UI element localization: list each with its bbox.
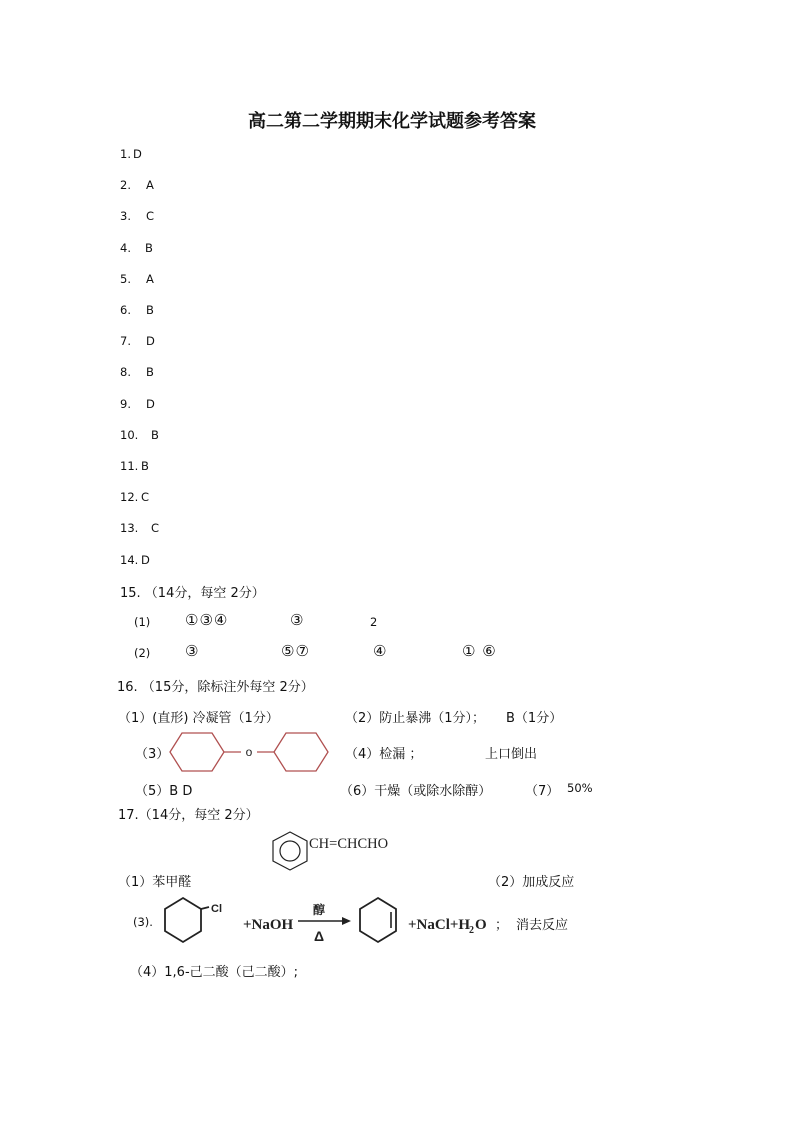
q17-line3: （4）1,6-己二酸（己二酸）; <box>130 965 299 980</box>
mc-question-number: 11. <box>120 459 139 473</box>
chlorine-label: Cl <box>211 903 222 915</box>
q15-row1-b: ③ <box>290 611 305 629</box>
naoh-reagent: +NaOH <box>243 917 294 933</box>
mc-question-number: 5. <box>120 272 131 286</box>
q16-line1-a: （1）(直形) 冷凝管（1分） <box>118 711 279 726</box>
mc-answer: A <box>146 178 154 192</box>
q16-line2-b: （4）检漏 ； <box>345 747 423 762</box>
q17-line2-label: (3). <box>133 915 153 929</box>
cyclohexane-ring-left <box>170 733 224 771</box>
q15-row2-c: ④ <box>373 642 388 660</box>
mc-answer: C <box>151 521 160 535</box>
condition-alcohol: 醇 <box>312 903 326 917</box>
mc-question-number: 6. <box>120 303 131 317</box>
mc-question-number: 10. <box>120 428 139 442</box>
q15-row2-b: ⑤⑦ <box>281 642 310 660</box>
q15-row1-a: ①③④ <box>185 611 229 629</box>
cinnamaldehyde-side-chain: CH=CHCHO <box>309 836 389 852</box>
byproducts: +NaCl+H <box>408 917 471 933</box>
dicyclohexyl-ether-structure <box>168 731 333 773</box>
mc-answer: B <box>145 241 153 255</box>
q17-line2-sep: ； <box>495 918 509 933</box>
mc-answer: D <box>146 397 155 411</box>
q16-line3-b: （6）干燥（或除水除醇） <box>340 784 492 799</box>
cinnamaldehyde-structure <box>272 830 432 872</box>
cyclohexane-ring-right <box>274 733 328 771</box>
benzene-ring <box>273 832 307 870</box>
q16-line3-c: （7） <box>525 784 560 799</box>
q17-header: 17.（14分，每空 2分） <box>118 808 259 823</box>
mc-answer: C <box>146 209 155 223</box>
q17-line1-b: （2）加成反应 <box>488 875 575 890</box>
water-subscript: 2 <box>469 925 474 936</box>
mc-question-number: 2. <box>120 178 131 192</box>
reaction-arrow-head <box>342 917 351 925</box>
mc-answer: B <box>151 428 159 442</box>
chlorocyclohexane-ring <box>165 898 201 942</box>
q16-line2-c: 上口倒出 <box>485 747 538 762</box>
q15-row1-label: (1) <box>134 615 151 629</box>
condition-heat: Δ <box>313 928 325 944</box>
mc-answer: D <box>133 147 142 161</box>
q17-line2-tail: 消去反应 <box>516 918 569 933</box>
water-oxygen: O <box>475 917 487 933</box>
q17-line1-a: （1）苯甲醛 <box>118 875 192 890</box>
elimination-reaction-equation <box>160 893 505 953</box>
mc-question-number: 13. <box>120 521 139 535</box>
mc-question-number: 9. <box>120 397 131 411</box>
q16-line2-a: （3） <box>135 747 170 762</box>
mc-answer: B <box>141 459 149 473</box>
ether-oxygen-label: o <box>245 745 253 759</box>
mc-answer: D <box>141 553 150 567</box>
mc-question-number: 12. <box>120 490 139 504</box>
mc-question-number: 14. <box>120 553 139 567</box>
page-title: 高二第二学期期末化学试题参考答案 <box>248 111 536 132</box>
q16-line3-d: 50% <box>567 781 593 795</box>
q16-line1-c: B（1分） <box>506 711 563 726</box>
q15-row2-d: ① ⑥ <box>462 642 497 660</box>
q15-header: 15. （14分，每空 2分） <box>120 586 265 601</box>
q15-row2-label: (2) <box>134 646 151 660</box>
mc-answer: B <box>146 365 154 379</box>
mc-question-number: 4. <box>120 241 131 255</box>
mc-question-number: 8. <box>120 365 131 379</box>
mc-question-number: 1. <box>120 147 131 161</box>
mc-answer: A <box>146 272 154 286</box>
mc-answer: B <box>146 303 154 317</box>
mc-answer: C <box>141 490 150 504</box>
mc-answer: D <box>146 334 155 348</box>
mc-question-number: 3. <box>120 209 131 223</box>
benzene-ring-circle <box>280 841 300 861</box>
q16-line3-a: （5）B D <box>135 784 193 799</box>
mc-question-number: 7. <box>120 334 131 348</box>
q15-row2-a: ③ <box>185 642 200 660</box>
c-cl-bond <box>201 907 209 909</box>
q16-line1-b: （2）防止暴沸（1分）； <box>345 711 486 726</box>
q16-header: 16. （15分，除标注外每空 2分） <box>117 680 314 695</box>
q15-row1-c: 2 <box>370 615 378 629</box>
